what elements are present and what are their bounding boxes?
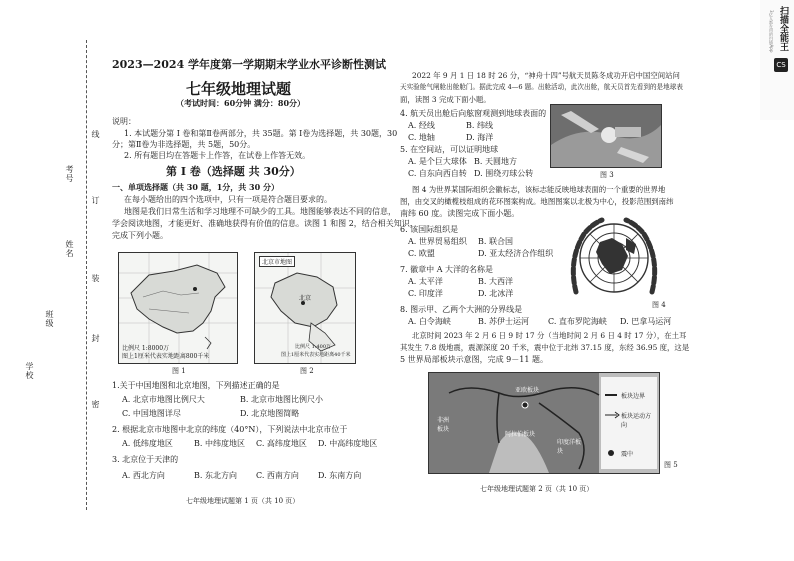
legend-plate-boundary: 板块边界 — [621, 393, 646, 400]
q7-option-b: B. 大西洋 — [478, 277, 513, 286]
right-intro-2: 天实验舱气闸舱出舱舱门。据此完成 4—6 题。出舱活动，此次出舱，航天员首先看到的是地球表 — [400, 83, 683, 91]
q8-stem: 8. 图示甲、乙两个大洲的分界线是 — [400, 305, 523, 314]
q4-option-a: A. 经线 — [408, 121, 435, 130]
china-map-figure — [118, 252, 238, 364]
q3-stem: 3. 北京位于天津的 — [112, 455, 179, 464]
instruction-1a: 1. 本试题分第 I 卷和第Ⅱ卷两部分，共 35题。第 I卷为选择题，共 30题，30 — [124, 129, 398, 138]
side-ding-label: 订 — [91, 196, 100, 205]
q1-option-b: B. 北京市地图比例尺小 — [240, 395, 323, 404]
q7-option-a: A. 太平洋 — [408, 277, 443, 286]
q8-option-b: B. 苏伊士运河 — [478, 317, 529, 326]
q7-option-c: C. 印度洋 — [408, 289, 443, 298]
section1-subtitle: 一、单项选择题（共 30 题，1分，共 30 分） — [112, 182, 279, 192]
side-feng-label: 封 — [91, 334, 100, 343]
para2-line-1: 图 4 为世界某国际组织会徽标志，该标志能反映地球表面的一个重要的世界地 — [412, 185, 666, 194]
q2-option-c: C. 高纬度地区 — [256, 439, 307, 448]
map1-scale-1: 比例尺 1:8000万 — [122, 345, 170, 352]
q7-stem: 7. 徽章中 A 大洋的名称是 — [400, 265, 494, 274]
map2-caption: 图 2 — [300, 367, 314, 375]
map2-scale-2: 图上1厘米代表实地距离40千米 — [281, 352, 351, 358]
q6-option-b: B. 联合国 — [478, 237, 513, 246]
section1-intro-4: 完成下列小题。 — [112, 231, 168, 240]
legend-plate-direction: 板块运动方向 — [621, 413, 652, 429]
q5-option-a: A. 是个巨大球体 — [408, 157, 467, 166]
q6-stem: 6. 该国际组织是 — [400, 225, 459, 234]
para2-line-3: 南纬 60 度。读图完成下面小题。 — [400, 209, 520, 218]
scanner-brand: 扫描全能王 — [778, 6, 788, 51]
q1-option-c: C. 中国地图详尽 — [122, 409, 181, 418]
side-zhuang-label: 装 — [91, 274, 100, 283]
q8-option-c: C. 直布罗陀海峡 — [548, 317, 607, 326]
map2-title: 北京市地图 — [259, 256, 295, 267]
para3-line-3: 5 世界局部板块示意图，完成 9－11 题。 — [400, 355, 548, 364]
q7-option-d: D. 北冰洋 — [478, 289, 514, 298]
q8-option-a: A. 白令海峡 — [408, 317, 451, 326]
section1-intro-2: 地图是我们日常生活和学习地理不可缺少的工具。地图能够表达不同的信息， — [124, 207, 396, 216]
scanner-subtitle: 3亿人都在用的扫描App — [769, 10, 774, 53]
right-intro-3: 面，读图 3 完成下面小题。 — [400, 95, 491, 104]
q2-option-d: D. 中高纬度地区 — [318, 439, 378, 448]
spacewalk-photo-graphic — [551, 105, 661, 167]
q2-stem: 2. 根据北京市地图中北京的纬度（40°N），下列说法中北京市位于 — [112, 425, 348, 434]
subject-title: 七年级地理试题 — [186, 80, 292, 98]
un-emblem-icon — [566, 212, 662, 308]
fig4-caption: 图 4 — [652, 301, 666, 309]
plate-label-eurasia: 亚欧板块 — [515, 387, 540, 394]
section1-intro-3: 学会阅读地图，才能更好、准确地获得有价值的信息。读图 1 和图 2，结合相关知识， — [112, 219, 418, 228]
exam-title: 2023—2024 学年度第一学期期末学业水平诊断性测试 — [112, 58, 387, 71]
instruction-2: 2. 所有题目均在答题卡上作答，在试卷上作答无效。 — [124, 151, 311, 160]
q6-option-a: A. 世界贸易组织 — [408, 237, 467, 246]
q5-option-b: B. 天圆地方 — [474, 157, 517, 166]
map1-scale-2: 图上1厘米代表实地距离800千米 — [122, 353, 210, 360]
q6-option-c: C. 欧盟 — [408, 249, 435, 258]
scanner-logo-icon: CS — [774, 58, 788, 72]
q2-option-a: A. 低纬度地区 — [122, 439, 173, 448]
q4-stem: 4. 航天员出舱后向舷窗观测到地球表面的 — [400, 109, 547, 118]
q4-option-c: C. 地轴 — [408, 133, 435, 142]
side-school-label: 学校 — [25, 362, 34, 380]
q6-option-d: D. 亚太经济合作组织 — [478, 249, 554, 258]
para3-line-2: 其发生 7.8 级地震，震源深度 20 千米，震中位于北纬 37.15 度，东经 36.95 度，这是 — [400, 343, 690, 352]
legend-epicenter: 震中 — [621, 451, 634, 458]
section1-intro-1: 在每小题给出的四个选项中，只有一项是符合题目要求的。 — [124, 195, 332, 204]
para3-line-1: 北京时间 2023 年 2 月 6 日 9 时 17 分（当地时间 2 月 6 日 4 时 17 分），在土耳 — [412, 331, 687, 340]
q3-option-a: A. 西北方向 — [122, 471, 165, 480]
section1-title: 第 I 卷（选择题 共 30分） — [166, 165, 301, 178]
side-line-label: 线 — [91, 130, 100, 139]
q3-option-c: C. 西南方向 — [256, 471, 299, 480]
side-mi-label: 密 — [91, 400, 100, 409]
plate-map-figure — [428, 372, 660, 474]
q1-option-a: A. 北京市地图比例尺大 — [122, 395, 205, 404]
instruction-1b: 分；第Ⅱ卷为非选择题，共 5题，50分。 — [112, 140, 256, 149]
footer-right: 七年级地理试题第 2 页（共 10 页） — [480, 485, 594, 493]
q1-option-d: D. 北京地图简略 — [240, 409, 300, 418]
side-class-label: 班级 — [45, 310, 54, 328]
side-exam-no-label: 考号 — [65, 165, 74, 183]
fig3-caption: 图 3 — [600, 171, 614, 179]
q4-option-d: D. 海洋 — [466, 133, 494, 142]
binding-line — [86, 40, 87, 510]
q4-option-b: B. 纬线 — [466, 121, 493, 130]
right-intro-1: 2022 年 9 月 1 日 18 时 26 分，“神舟十四”号航天员陈冬成功开启中国空间站问 — [412, 71, 680, 80]
q3-option-d: D. 东南方向 — [318, 471, 362, 480]
q3-option-b: B. 东北方向 — [194, 471, 237, 480]
map2-beijing-label: 北京 — [299, 295, 312, 302]
spacewalk-photo — [550, 104, 662, 168]
scanner-watermark — [760, 0, 794, 120]
beijing-map-figure — [254, 252, 356, 364]
plate-label-indian: 印度洋板块 — [557, 439, 582, 455]
un-emblem-figure — [566, 212, 662, 308]
footer-left: 七年级地理试题第 1 页（共 10 页） — [186, 497, 300, 505]
fig5-caption: 图 5 — [664, 461, 678, 469]
time-line: （考试时间：60分钟 满分：80分） — [176, 98, 306, 108]
side-name-label: 姓名 — [65, 240, 74, 258]
map1-caption: 图 1 — [172, 367, 186, 375]
instructions-label: 说明： — [112, 117, 136, 126]
q8-option-d: D. 巴拿马运河 — [620, 317, 672, 326]
q5-option-c: C. 自东向西自转 — [408, 169, 467, 178]
para2-line-2: 图，由交叉的橄榄枝组成的花环图案构成。地图图案以北极为中心，投影范围到南纬 — [400, 197, 674, 206]
q5-stem: 5. 在空间站，可以证明地球 — [400, 145, 499, 154]
plate-label-africa: 非洲板块 — [437, 417, 450, 433]
q5-option-d: D. 围绕刃球公转 — [474, 169, 534, 178]
plate-label-arabia: 阿拉伯板块 — [505, 431, 536, 438]
q1-stem: 1.关于中国地图和北京地图，下列描述正确的是 — [112, 381, 280, 390]
map2-scale-1: 比例尺 1:400万 — [295, 344, 331, 350]
q2-option-b: B. 中纬度地区 — [194, 439, 245, 448]
